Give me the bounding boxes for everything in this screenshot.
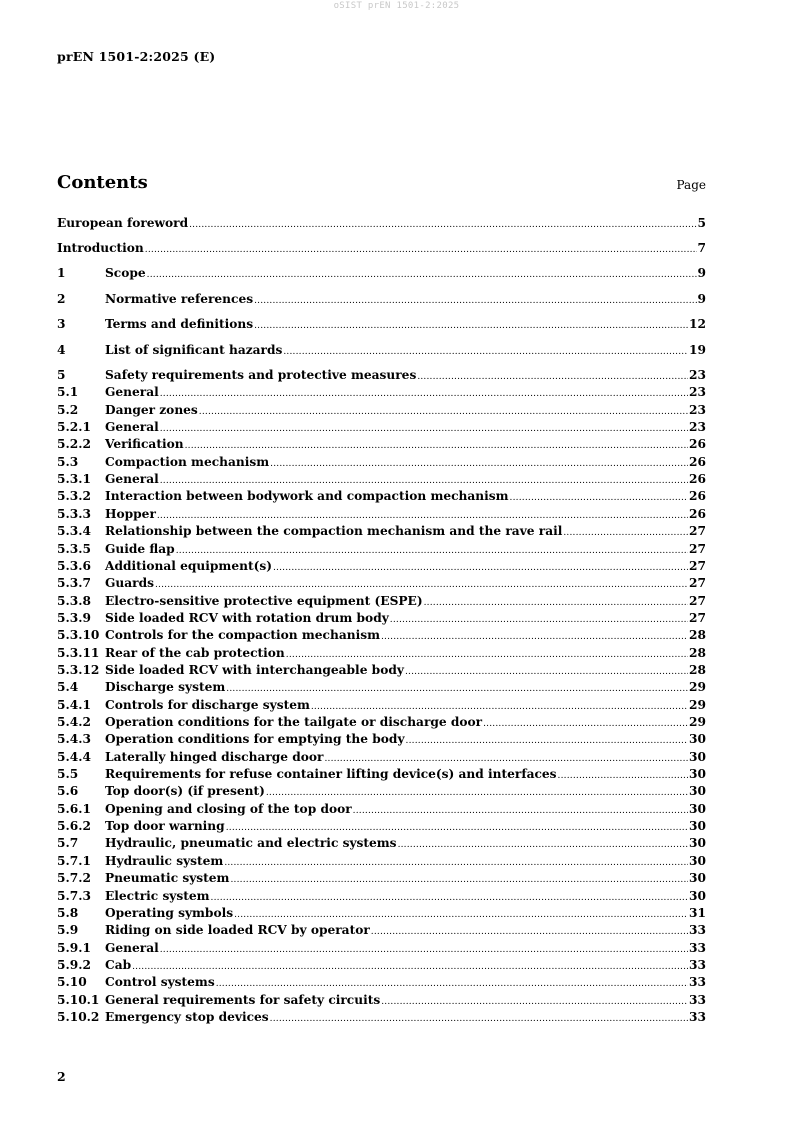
toc-entry[interactable] <box>57 922 706 939</box>
toc-entry[interactable] <box>57 419 706 436</box>
toc-entry-page: 27 <box>689 610 706 625</box>
toc-entry-number: 5.6.1 <box>57 801 91 816</box>
toc-entry-page: 33 <box>689 992 706 1007</box>
toc-entry-title[interactable]: Interaction between bodywork and compaction mechanism <box>105 489 509 504</box>
toc-entry[interactable] <box>57 783 706 800</box>
toc-entry-page: 23 <box>689 368 706 382</box>
toc-entry-page: 9 <box>697 266 706 280</box>
dot-leader <box>147 267 697 284</box>
toc-entry[interactable] <box>57 627 706 644</box>
toc-entry-number: 5.2.2 <box>57 437 91 452</box>
toc-entry[interactable] <box>57 905 706 922</box>
contents-title: Contents <box>57 172 148 193</box>
toc-entry-page: 30 <box>689 853 706 868</box>
toc-entry-title[interactable]: General <box>105 420 159 435</box>
toc-entry-title[interactable]: Control systems <box>105 975 215 990</box>
dot-leader <box>254 293 696 310</box>
toc-entry-page: 30 <box>689 888 706 903</box>
toc-entry-page: 30 <box>689 801 706 816</box>
toc-entry-title[interactable]: Electric system <box>105 888 210 903</box>
toc-entry-number: 4 <box>57 343 66 357</box>
toc-entry-number: 5.3.5 <box>57 541 91 556</box>
toc-entry[interactable] <box>57 523 706 540</box>
document-id: prEN 1501-2:2025 (E) <box>57 49 216 64</box>
toc-entry[interactable] <box>57 1009 706 1026</box>
toc-entry[interactable] <box>57 454 706 471</box>
toc-entry-title[interactable]: Side loaded RCV with rotation drum body <box>105 610 389 625</box>
toc-entry-title[interactable]: Hydraulic system <box>105 853 224 868</box>
toc-entry[interactable] <box>57 558 706 575</box>
toc-entry-number: 5.7.2 <box>57 871 91 886</box>
toc-entry-number: 5.2 <box>57 402 79 417</box>
toc-entry[interactable] <box>57 541 706 558</box>
toc-entry-number: 5.7.3 <box>57 888 91 903</box>
toc-entry-number: 5.9.2 <box>57 957 91 972</box>
dot-leader <box>254 318 688 335</box>
toc-entry-page: 33 <box>689 940 706 955</box>
page-column-label: Page <box>676 178 706 192</box>
toc-entry-number: 5.3.2 <box>57 489 91 504</box>
toc-entry-page: 27 <box>689 558 706 573</box>
toc-entry-number: 5.4.4 <box>57 749 91 764</box>
toc-entry-number: 5.7.1 <box>57 853 91 868</box>
toc-entry-number: 5.10.1 <box>57 992 100 1007</box>
toc-entry-number: 5.4.1 <box>57 697 91 712</box>
toc-entry-number: 5.3.8 <box>57 593 91 608</box>
toc-entry-title[interactable]: Guards <box>105 576 154 591</box>
toc-entry-page: 30 <box>689 732 706 747</box>
toc-entry-number: 5.2.1 <box>57 420 91 435</box>
dot-leader <box>145 242 697 259</box>
toc-entry-title[interactable]: Operation conditions for emptying the body <box>105 732 405 747</box>
toc-entry-title[interactable]: Guide flap <box>105 541 175 556</box>
toc-entry-page: 33 <box>689 1009 706 1024</box>
toc-entry[interactable] <box>57 384 706 401</box>
toc-entry-page: 27 <box>689 541 706 556</box>
toc-entry-number: 5.9 <box>57 923 79 938</box>
toc-entry-page: 26 <box>689 472 706 487</box>
toc-entry-title[interactable]: Discharge system <box>105 680 226 695</box>
toc-entry[interactable] <box>57 749 706 766</box>
toc-entry-page: 28 <box>689 645 706 660</box>
toc-entry[interactable] <box>57 870 706 887</box>
toc-entry[interactable] <box>57 679 706 696</box>
toc-entry-title[interactable]: Opening and closing of the top door <box>105 801 352 816</box>
toc-entry-title[interactable]: Laterally hinged discharge door <box>105 749 324 764</box>
toc-entry-title[interactable]: Controls for discharge system <box>105 697 310 712</box>
toc-entry[interactable] <box>57 818 706 835</box>
toc-entry-title[interactable]: General <box>105 940 159 955</box>
toc-entry-page: 27 <box>689 593 706 608</box>
toc-entry-title[interactable]: Operation conditions for the tailgate or discharge door <box>105 715 483 729</box>
toc-entry-number: 5.3.3 <box>57 506 91 521</box>
toc-entry-page: 27 <box>689 576 706 591</box>
toc-entry[interactable] <box>57 662 706 679</box>
toc-entry[interactable] <box>57 342 706 359</box>
toc-entry-title[interactable]: Compaction mechanism <box>105 454 270 469</box>
toc-entry-title[interactable]: Pneumatic system <box>105 871 230 886</box>
toc-entry-number: 5.6.2 <box>57 819 91 834</box>
toc-entry-title[interactable]: Requirements for refuse container lifting device(s) and interfaces <box>105 767 557 782</box>
toc-entry-number: 5.3.6 <box>57 558 91 573</box>
toc-entry-page: 5 <box>697 216 706 230</box>
toc-entry[interactable] <box>57 291 706 308</box>
toc-entry[interactable] <box>57 888 706 905</box>
toc-entry[interactable] <box>57 645 706 662</box>
toc-entry-title[interactable]: General <box>105 385 159 400</box>
toc-entry-title[interactable]: Controls for the compaction mechanism <box>105 628 380 643</box>
toc-entry[interactable] <box>57 316 706 333</box>
toc-entry[interactable] <box>57 697 706 714</box>
toc-entry-number: 5.3.12 <box>57 662 100 677</box>
toc-entry-page: 26 <box>689 437 706 452</box>
toc-entry-page: 30 <box>689 784 706 799</box>
toc-entry-page: 29 <box>689 715 706 729</box>
toc-entry-number: 5 <box>57 368 66 382</box>
toc-entry-number: 5.4.2 <box>57 715 91 729</box>
toc-entry-title[interactable]: Rear of the cab protection <box>105 645 285 660</box>
toc-entry-page: 19 <box>689 343 706 357</box>
toc-entry[interactable] <box>57 835 706 852</box>
toc-entry-title[interactable]: Side loaded RCV with interchangeable body <box>105 662 404 677</box>
toc-entry[interactable] <box>57 853 706 870</box>
toc-entry-number: 5.3.1 <box>57 472 91 487</box>
toc-entry[interactable] <box>57 265 706 282</box>
toc-entry[interactable] <box>57 957 706 974</box>
toc-entry-title[interactable]: Safety requirements and protective measures <box>105 368 417 382</box>
toc-entry-page: 12 <box>689 317 706 331</box>
watermark: oSIST prEN 1501-2:2025 <box>333 1 460 11</box>
toc-entry-number: 1 <box>57 266 66 280</box>
toc-entry-title[interactable]: Normative references <box>105 292 254 306</box>
toc-entry-title[interactable]: Introduction <box>57 241 144 255</box>
toc-entry-page: 29 <box>689 680 706 695</box>
toc-entry-page: 7 <box>697 241 706 255</box>
toc-entry-page: 23 <box>689 385 706 400</box>
toc-entry[interactable] <box>57 593 706 610</box>
toc-entry-page: 33 <box>689 975 706 990</box>
toc-entry-number: 5.7 <box>57 836 79 851</box>
toc-entry-number: 5.10 <box>57 975 87 990</box>
toc-entry-title[interactable]: European foreword <box>57 216 189 230</box>
toc-entry-page: 27 <box>689 524 706 539</box>
toc-entry-title[interactable]: Danger zones <box>105 402 198 417</box>
toc-entry[interactable] <box>57 714 706 731</box>
toc-entry-title[interactable]: General requirements for safety circuits <box>105 992 381 1007</box>
toc-entry-page: 30 <box>689 749 706 764</box>
toc-entry[interactable] <box>57 471 706 488</box>
toc-entry[interactable] <box>57 801 706 818</box>
toc-entry[interactable] <box>57 974 706 991</box>
toc-entry-page: 33 <box>689 957 706 972</box>
toc-entry-page: 26 <box>689 489 706 504</box>
toc-entry[interactable] <box>57 506 706 523</box>
toc-entry-number: 5.3 <box>57 454 79 469</box>
toc-entry-title[interactable]: Electro-sensitive protective equipment (ESPE) <box>105 593 423 608</box>
toc-entry-title[interactable]: List of significant hazards <box>105 343 283 357</box>
toc-entry-title[interactable]: General <box>105 472 159 487</box>
toc-entry[interactable] <box>57 240 706 257</box>
toc-entry-title[interactable]: Hydraulic, pneumatic and electric systems <box>105 836 397 851</box>
toc-entry-title[interactable]: Top door(s) (if present) <box>105 784 265 799</box>
toc-entry-page: 23 <box>689 420 706 435</box>
toc-entry-page: 30 <box>689 819 706 834</box>
toc-entry-page: 28 <box>689 662 706 677</box>
toc-entry-number: 3 <box>57 317 66 331</box>
toc-entry-page: 26 <box>689 506 706 521</box>
toc-entry[interactable] <box>57 766 706 783</box>
toc-entry-page: 30 <box>689 871 706 886</box>
toc-entry-number: 5.4 <box>57 680 79 695</box>
toc-entry-number: 5.3.9 <box>57 610 91 625</box>
page-number: 2 <box>57 1069 66 1084</box>
toc-entry-number: 5.3.10 <box>57 628 100 643</box>
toc-entry[interactable] <box>57 402 706 419</box>
dot-leader <box>189 217 696 234</box>
toc-entry-number: 5.1 <box>57 385 79 400</box>
toc-entry[interactable] <box>57 575 706 592</box>
toc-entry[interactable] <box>57 367 706 384</box>
toc-entry-title[interactable]: Operating symbols <box>105 905 234 920</box>
toc-entry-number: 5.5 <box>57 767 79 782</box>
toc-entry-title[interactable]: Additional equipment(s) <box>105 558 272 573</box>
toc-entry-number: 5.3.11 <box>57 645 100 660</box>
toc-entry[interactable] <box>57 610 706 627</box>
toc-entry-number: 5.9.1 <box>57 940 91 955</box>
toc-entry-title[interactable]: Terms and definitions <box>105 317 254 331</box>
toc-entry-page: 30 <box>689 767 706 782</box>
toc-entry-title[interactable]: Cab <box>105 957 132 972</box>
toc-entry-page: 26 <box>689 454 706 469</box>
toc-entry[interactable] <box>57 488 706 505</box>
toc-entry[interactable] <box>57 436 706 453</box>
toc-entry-page: 9 <box>697 292 706 306</box>
toc-entry-title[interactable]: Top door warning <box>105 819 225 834</box>
toc-entry-number: 2 <box>57 292 66 306</box>
toc-entry-number: 5.6 <box>57 784 79 799</box>
toc-entry-number: 5.4.3 <box>57 732 91 747</box>
toc-entry-title[interactable]: Verification <box>105 437 184 452</box>
dot-leader <box>270 1011 688 1028</box>
toc-entry[interactable] <box>57 731 706 748</box>
toc-entry-page: 30 <box>689 836 706 851</box>
toc-entry-page: 28 <box>689 628 706 643</box>
toc-entry-title[interactable]: Riding on side loaded RCV by operator <box>105 923 370 938</box>
toc-entry-title[interactable]: Hopper <box>105 506 156 521</box>
toc-entry-title[interactable]: Relationship between the compaction mechanism and the rave rail <box>105 524 563 539</box>
toc-entry-page: 31 <box>689 905 706 920</box>
toc-entry-title[interactable]: Emergency stop devices <box>105 1009 269 1024</box>
toc-entry[interactable] <box>57 940 706 957</box>
toc-entry-page: 29 <box>689 697 706 712</box>
toc-entry[interactable] <box>57 215 706 232</box>
toc-entry-page: 23 <box>689 402 706 417</box>
toc-entry-number: 5.10.2 <box>57 1009 100 1024</box>
toc-entry-page: 33 <box>689 923 706 938</box>
toc-entry-number: 5.3.4 <box>57 524 91 539</box>
toc-entry-number: 5.8 <box>57 905 79 920</box>
toc-entry[interactable] <box>57 992 706 1009</box>
toc-entry-number: 5.3.7 <box>57 576 91 591</box>
toc-entry-title[interactable]: Scope <box>105 266 146 280</box>
dot-leader <box>283 344 688 361</box>
